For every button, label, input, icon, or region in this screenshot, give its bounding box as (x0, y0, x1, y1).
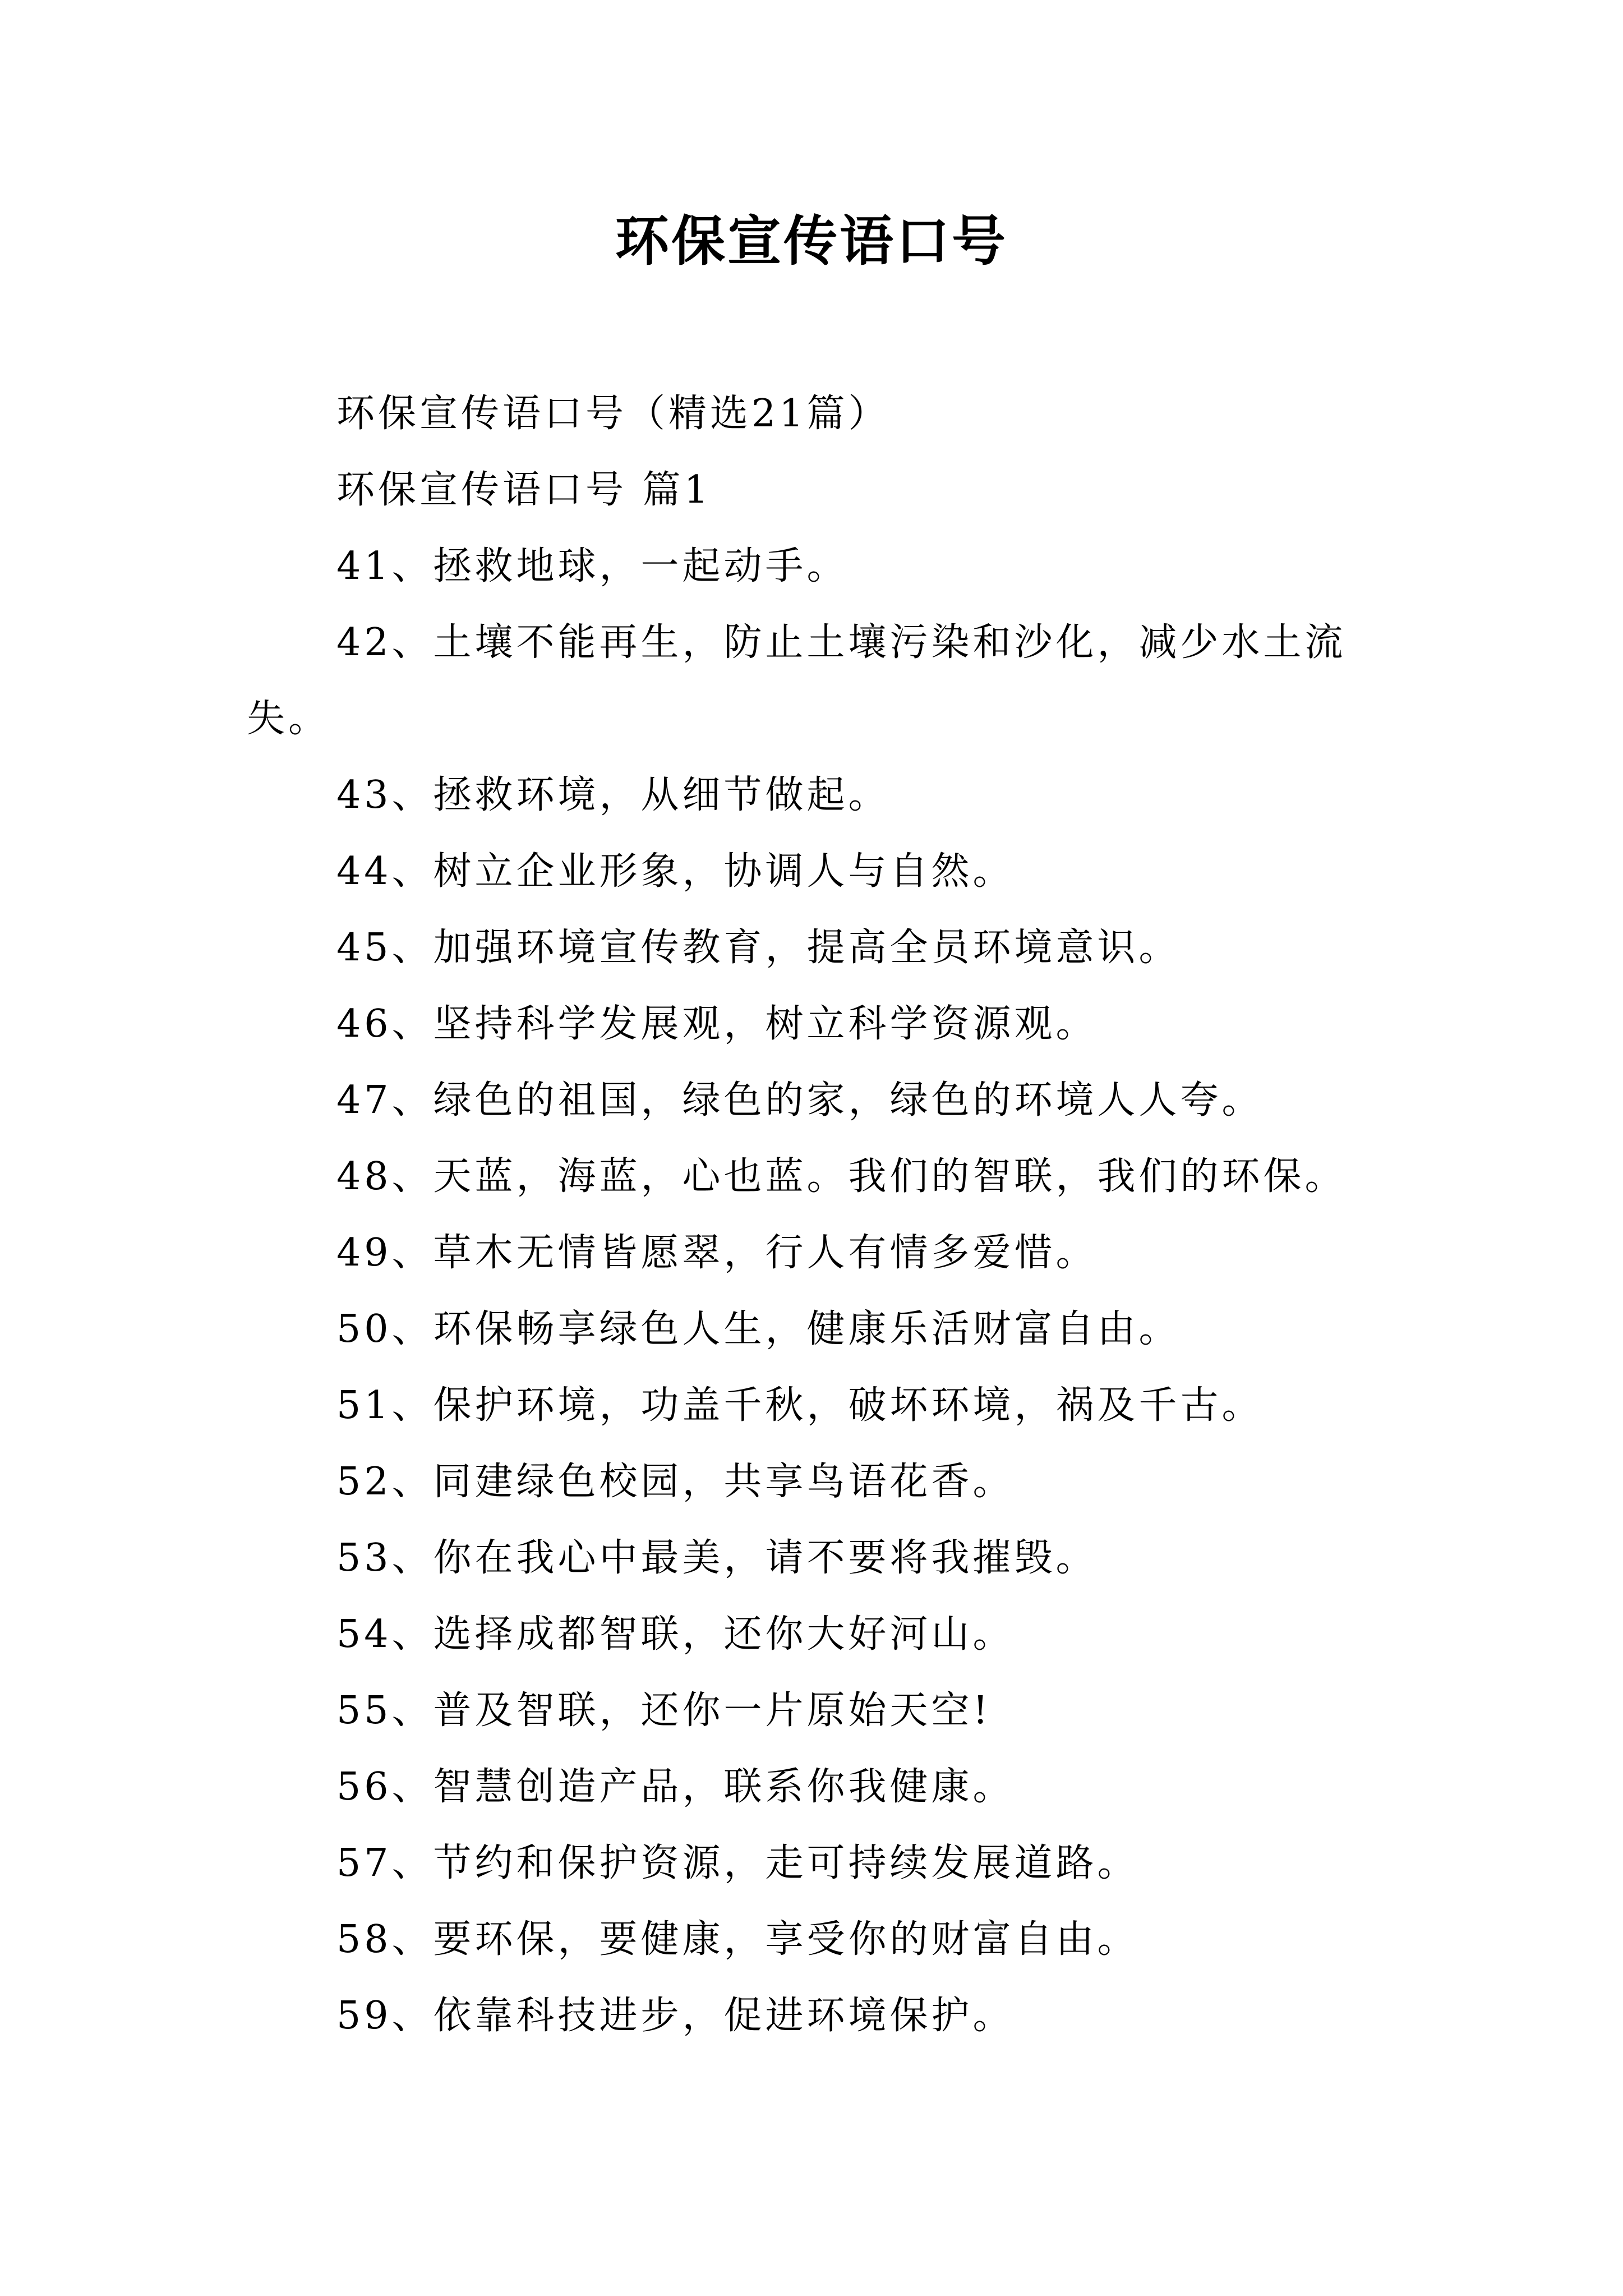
slogan-item: 44、树立企业形象，协调人与自然。 (336, 849, 1015, 894)
slogan-item: 55、普及智联，还你一片原始天空! (336, 1688, 992, 1733)
slogan-item: 48、天蓝，海蓝，心也蓝。我们的智联，我们的环保。 (336, 1154, 1347, 1199)
slogan-item: 57、节约和保护资源，走可持续发展道路。 (336, 1841, 1139, 1885)
slogan-item: 49、草木无情皆愿翠，行人有情多爱惜。 (336, 1231, 1098, 1275)
slogan-item: 45、加强环境宣传教育，提高全员环境意识。 (336, 926, 1181, 970)
paragraph-section-heading: 环保宣传语口号 篇1 (336, 468, 712, 512)
slogan-item: 50、环保畅享绿色人生，健康乐活财富自由。 (336, 1307, 1181, 1351)
slogan-item: 47、绿色的祖国，绿色的家，绿色的环境人人夸。 (336, 1078, 1264, 1122)
slogan-item: 42、土壤不能再生，防止土壤污染和沙化，减少水土流失。 (247, 620, 1347, 741)
slogan-item: 52、同建绿色校园，共享鸟语花香。 (336, 1460, 1015, 1504)
document-title: 环保宣传语口号 (615, 209, 1008, 273)
slogan-item: 51、保护环境，功盖千秋，破坏环境，祸及千古。 (336, 1383, 1264, 1428)
slogan-item: 54、选择成都智联，还你大好河山。 (336, 1612, 1015, 1657)
slogan-item: 59、依靠科技进步，促进环境保护。 (336, 1994, 1015, 2038)
slogan-item: 43、拯救环境，从细节做起。 (336, 773, 890, 817)
document-body (247, 376, 1413, 2054)
slogan-item: 58、要环保，要健康，享受你的财富自由。 (336, 1917, 1139, 1962)
paragraph-subtitle: 环保宣传语口号（精选21篇） (336, 392, 890, 436)
slogan-item: 53、你在我心中最美，请不要将我摧毁。 (336, 1536, 1098, 1580)
slogan-item: 41、拯救地球，一起动手。 (336, 544, 849, 588)
slogan-item: 46、坚持科学发展观，树立科学资源观。 (336, 1002, 1098, 1046)
slogan-item: 56、智慧创造产品，联系你我健康。 (336, 1765, 1015, 1809)
